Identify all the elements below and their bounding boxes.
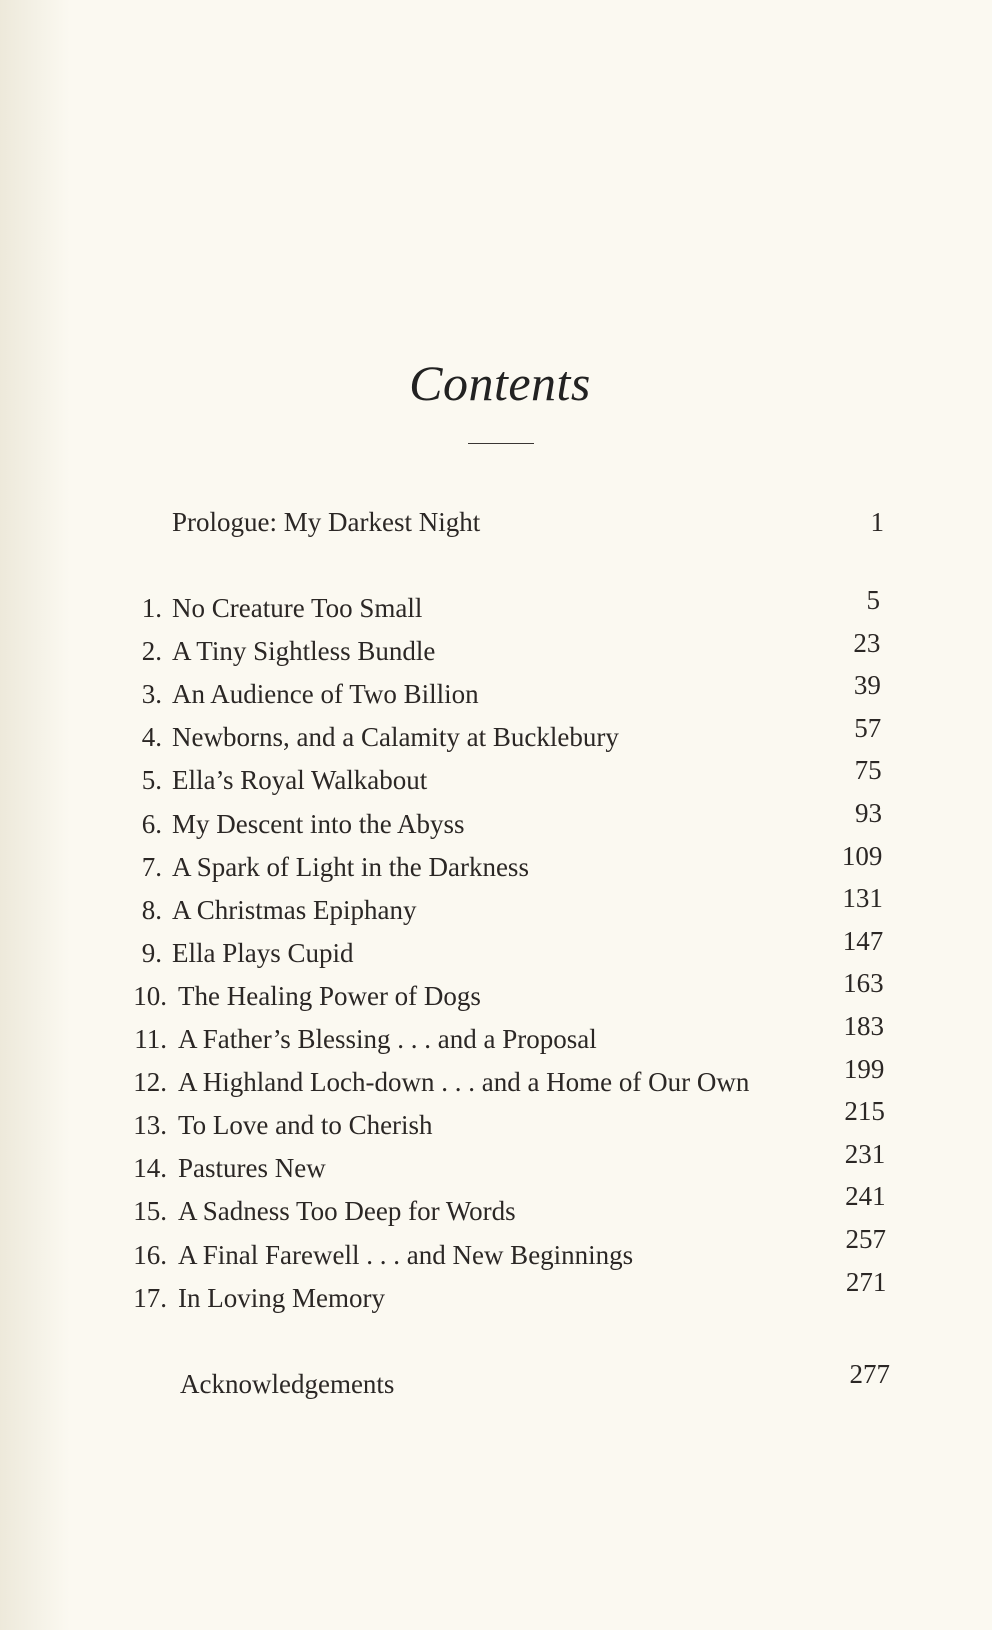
toc-chapter-row[interactable] — [0, 1138, 992, 1188]
toc-chapter-title: No Creature Too Small — [172, 593, 423, 623]
toc-chapter-page: 147 — [842, 925, 884, 956]
toc-chapter-page: 23 — [853, 627, 881, 658]
toc-chapter-page: 39 — [853, 670, 881, 701]
toc-chapter-title: A Father’s Blessing . . . and a Proposal — [178, 1024, 597, 1054]
toc-chapter-row[interactable] — [0, 712, 992, 757]
toc-acknowledgements[interactable] — [0, 1359, 992, 1404]
toc-chapter-row[interactable] — [0, 670, 992, 714]
toc-chapter-title: Newborns, and a Calamity at Bucklebury — [172, 722, 619, 753]
title-divider — [468, 443, 534, 444]
toc-chapter-page: 241 — [845, 1181, 886, 1212]
page-title: Contents — [409, 355, 591, 411]
toc-chapter-row[interactable] — [0, 1096, 992, 1145]
toc-chapter-page: 183 — [843, 1011, 884, 1041]
toc-chapter-page: 271 — [845, 1266, 887, 1297]
toc-chapter-page: 199 — [843, 1053, 885, 1084]
toc-chapter-page: 57 — [854, 712, 882, 743]
toc-chapter-row[interactable] — [0, 627, 992, 671]
toc-chapter-page: 231 — [844, 1138, 886, 1169]
toc-chapter-page: 93 — [855, 798, 882, 828]
toc-chapter-number: 1. — [141, 593, 162, 623]
toc-prologue[interactable] — [0, 502, 992, 542]
toc-chapter-number: 7. — [141, 851, 162, 882]
toc-chapter-page: 257 — [845, 1224, 886, 1254]
toc-chapter-row[interactable] — [0, 1266, 992, 1318]
toc-chapter-row[interactable] — [0, 1181, 992, 1231]
toc-chapter-title: A Spark of Light in the Darkness — [172, 851, 529, 882]
toc-chapter-number: 14. — [133, 1153, 167, 1184]
toc-chapter-number: 16. — [133, 1239, 167, 1270]
toc-chapter-title: Ella’s Royal Walkabout — [172, 765, 428, 796]
toc-chapter-page: 215 — [844, 1096, 885, 1127]
toc-chapter-number: 12. — [133, 1067, 167, 1098]
toc-chapter-page: 131 — [842, 883, 883, 914]
toc-chapter-number: 5. — [141, 765, 162, 796]
toc-chapter-row[interactable] — [0, 1224, 992, 1275]
toc-chapter-page: 163 — [843, 968, 884, 999]
toc-chapter-page: 75 — [854, 755, 882, 786]
toc-chapter-title: A Tiny Sightless Bundle — [172, 636, 436, 667]
toc-chapter-row[interactable] — [0, 755, 992, 800]
toc-chapter-title: An Audience of Two Billion — [172, 679, 479, 710]
toc-chapter-number: 11. — [134, 1024, 167, 1054]
toc-chapter-title: The Healing Power of Dogs — [178, 980, 481, 1011]
toc-acknowledgements-label: Acknowledgements — [180, 1369, 395, 1399]
toc-prologue-label: Prologue: My Darkest Night — [172, 507, 481, 537]
toc-chapter-title: A Christmas Epiphany — [172, 894, 417, 925]
toc-chapter-title: A Final Farewell . . . and New Beginnings — [178, 1239, 634, 1270]
toc-chapter-number: 15. — [133, 1196, 167, 1227]
toc-prologue-page: 1 — [870, 507, 884, 537]
toc-chapter-title: In Loving Memory — [178, 1282, 385, 1313]
toc-acknowledgements-page: 277 — [849, 1359, 890, 1389]
toc-chapter-title: Ella Plays Cupid — [172, 937, 354, 968]
toc-chapter-number: 9. — [141, 937, 162, 968]
toc-chapter-title: A Highland Loch-down . . . and a Home of Our Own — [178, 1067, 750, 1098]
toc-chapter-title: My Descent into the Abyss — [172, 808, 465, 839]
toc-chapter-number: 3. — [141, 679, 162, 710]
toc-chapter-page: 5 — [866, 585, 880, 615]
toc-chapter-number: 4. — [141, 722, 162, 753]
toc-chapter-title: To Love and to Cherish — [178, 1110, 433, 1141]
toc-chapter-number: 8. — [141, 894, 162, 925]
toc-chapter-number: 2. — [141, 636, 162, 667]
toc-chapter-row[interactable] — [0, 1053, 992, 1102]
toc-chapter-title: Pastures New — [178, 1153, 326, 1184]
toc-chapter-number: 13. — [133, 1110, 167, 1141]
toc-chapter-page: 109 — [841, 840, 883, 871]
toc-chapter-number: 10. — [133, 980, 167, 1011]
toc-chapter-title: A Sadness Too Deep for Words — [178, 1196, 516, 1227]
toc-chapter-number: 6. — [141, 808, 162, 839]
toc-chapter-row[interactable] — [0, 585, 992, 628]
toc-chapter-number: 17. — [133, 1282, 167, 1313]
